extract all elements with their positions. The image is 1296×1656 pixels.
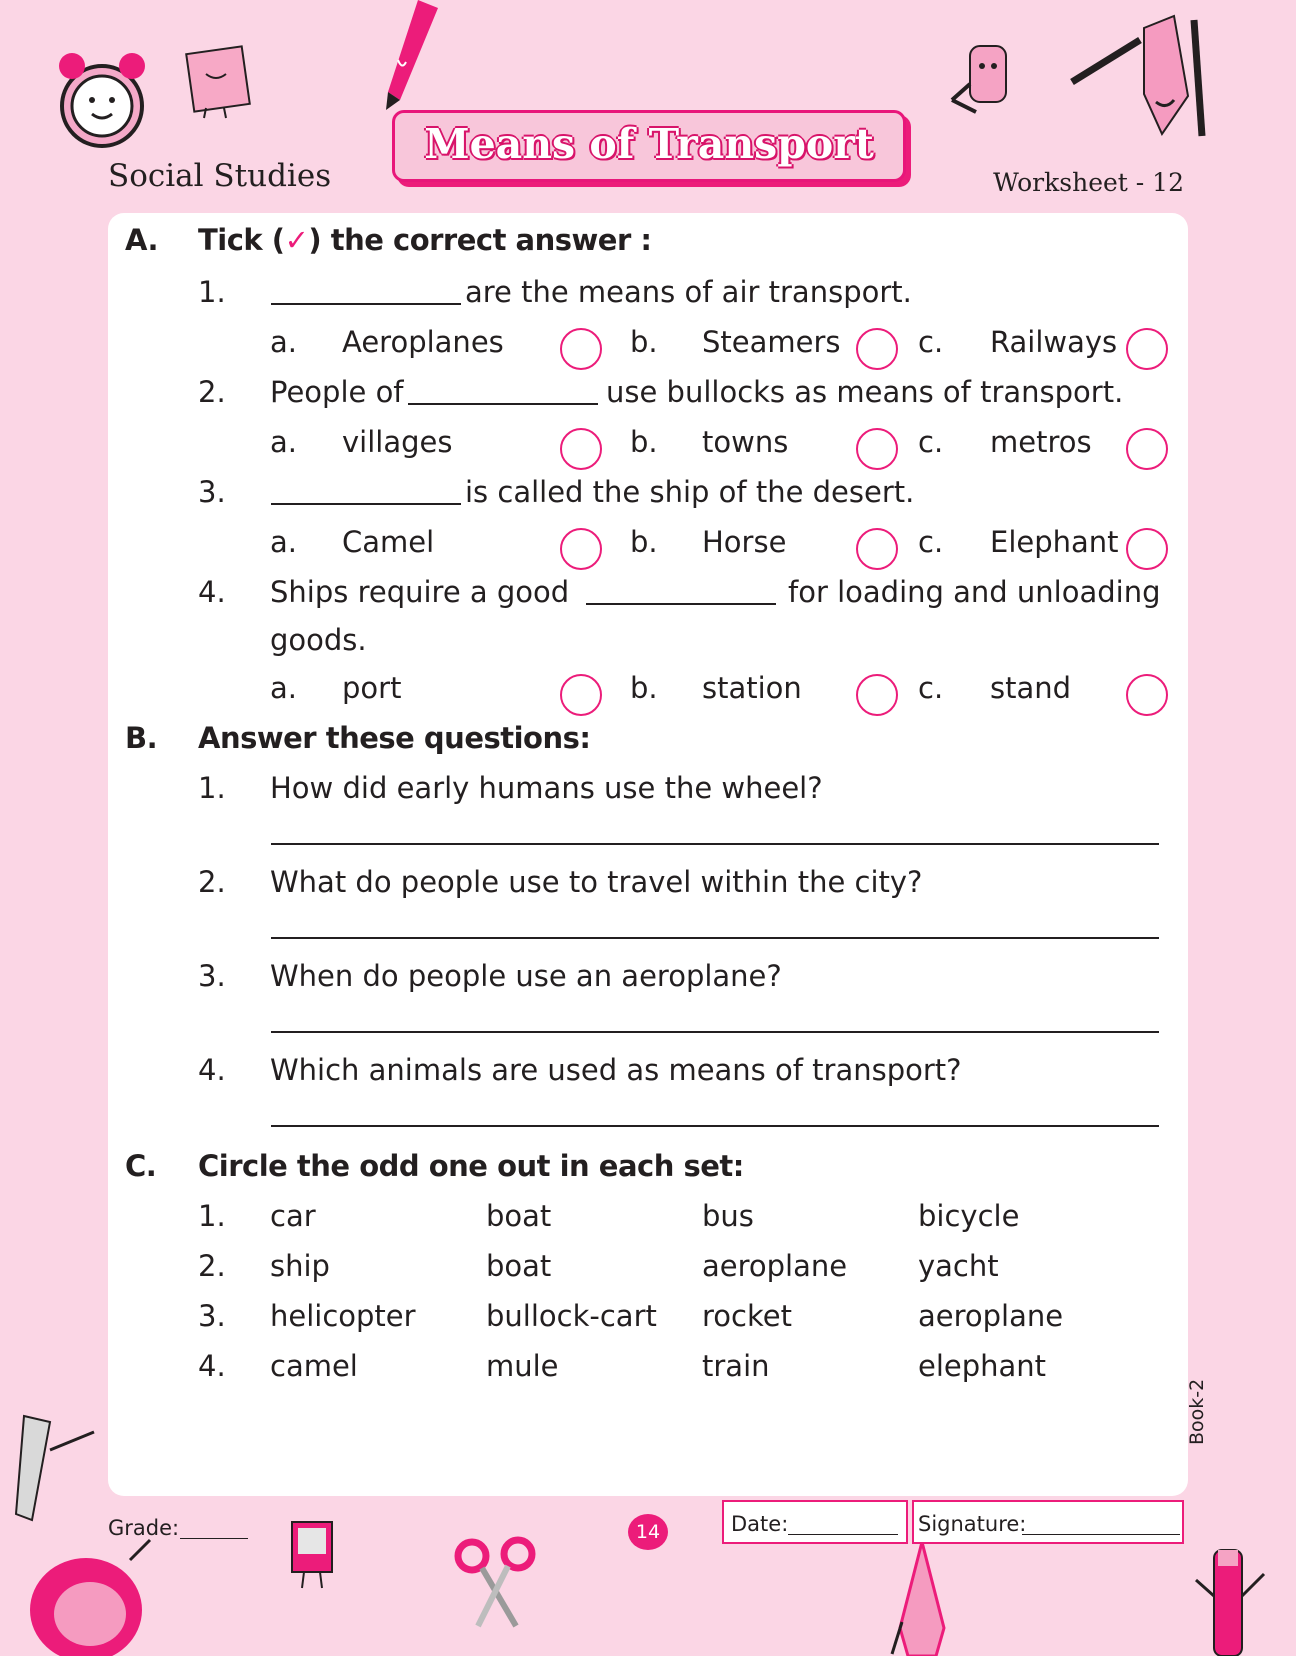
page-number: 14 (628, 1514, 668, 1550)
option-letter: a. (270, 671, 297, 705)
option-b-circle[interactable] (856, 674, 898, 716)
grade-field[interactable] (180, 1538, 248, 1539)
option-letter: a. (270, 525, 297, 559)
question-text: People of (270, 375, 404, 409)
option-a-circle[interactable] (560, 328, 602, 370)
answer-blank (586, 603, 776, 605)
question-text: How did early humans use the wheel? (270, 771, 823, 805)
odd-one-word[interactable]: bullock-cart (486, 1299, 657, 1333)
odd-one-word[interactable]: train (702, 1349, 770, 1383)
option-c-circle[interactable] (1126, 328, 1168, 370)
question-text: When do people use an aeroplane? (270, 959, 782, 993)
option-label: Railways (990, 325, 1118, 359)
odd-one-word[interactable]: ship (270, 1249, 330, 1283)
title-banner (392, 110, 906, 182)
option-label: villages (342, 425, 453, 459)
page-title: Means of Transport (424, 120, 874, 168)
question-number: 1. (198, 275, 226, 309)
option-label: Aeroplanes (342, 325, 504, 359)
answer-blank (271, 503, 461, 505)
option-letter: b. (630, 425, 658, 459)
question-number: 3. (198, 959, 226, 993)
answer-line[interactable] (271, 1125, 1159, 1127)
section-a-letter: A. (125, 223, 158, 257)
grade-label: Grade: (108, 1516, 180, 1540)
sharpener-icon (282, 1516, 342, 1590)
option-a-circle[interactable] (560, 528, 602, 570)
answer-line[interactable] (271, 937, 1159, 939)
odd-one-word[interactable]: helicopter (270, 1299, 416, 1333)
option-letter: a. (270, 425, 297, 459)
section-c-letter: C. (125, 1149, 157, 1183)
question-number: 2. (198, 375, 226, 409)
row-number: 3. (198, 1299, 226, 1333)
odd-one-word[interactable]: bus (702, 1199, 754, 1233)
option-label: port (342, 671, 402, 705)
option-label: Camel (342, 525, 435, 559)
tick-icon: ✓ (284, 223, 309, 257)
section-b-heading: Answer these questions: (198, 721, 591, 755)
question-number: 3. (198, 475, 226, 509)
answer-line[interactable] (271, 1031, 1159, 1033)
subject-label: Social Studies (108, 158, 332, 194)
odd-one-word[interactable]: car (270, 1199, 316, 1233)
section-b-letter: B. (125, 721, 158, 755)
option-label: towns (702, 425, 789, 459)
section-c-heading: Circle the odd one out in each set: (198, 1149, 744, 1183)
option-letter: a. (270, 325, 297, 359)
option-c-circle[interactable] (1126, 674, 1168, 716)
odd-one-word[interactable]: camel (270, 1349, 358, 1383)
question-text: for loading and unloading (788, 575, 1161, 609)
scissors-icon (454, 1536, 538, 1632)
signature-field[interactable] (1022, 1534, 1180, 1535)
option-c-circle[interactable] (1126, 528, 1168, 570)
notepad-icon (176, 44, 258, 120)
question-text: are the means of air transport. (465, 275, 912, 309)
answer-line[interactable] (271, 843, 1159, 845)
option-label: stand (990, 671, 1072, 705)
odd-one-word[interactable]: boat (486, 1199, 552, 1233)
eraser-icon (946, 40, 1022, 120)
option-letter: c. (918, 525, 944, 559)
option-b-circle[interactable] (856, 528, 898, 570)
row-number: 1. (198, 1199, 226, 1233)
question-number: 1. (198, 771, 226, 805)
date-label: Date: (731, 1512, 789, 1536)
ruler-character-icon (10, 1410, 100, 1530)
option-letter: b. (630, 671, 658, 705)
answer-blank (408, 403, 598, 405)
answer-blank (271, 303, 461, 305)
option-letter: c. (918, 325, 944, 359)
odd-one-word[interactable]: aeroplane (702, 1249, 848, 1283)
odd-one-word[interactable]: mule (486, 1349, 559, 1383)
book-label: Book-2 (1186, 1378, 1208, 1445)
option-letter: b. (630, 325, 658, 359)
odd-one-word[interactable]: boat (486, 1249, 552, 1283)
option-label: Elephant (990, 525, 1119, 559)
option-label: metros (990, 425, 1092, 459)
question-text: Ships require a good (270, 575, 570, 609)
question-text: use bullocks as means of transport. (606, 375, 1124, 409)
option-a-circle[interactable] (560, 428, 602, 470)
option-label: station (702, 671, 802, 705)
signature-label: Signature: (918, 1512, 1027, 1536)
question-text: What do people use to travel within the city? (270, 865, 923, 899)
question-text: is called the ship of the desert. (465, 475, 915, 509)
worksheet-number: Worksheet - 12 (993, 168, 1184, 197)
option-a-circle[interactable] (560, 674, 602, 716)
pencil-icon (376, 0, 446, 110)
crayon-icon (882, 1538, 962, 1656)
pencil-character-icon (1070, 10, 1210, 140)
option-b-circle[interactable] (856, 428, 898, 470)
row-number: 4. (198, 1349, 226, 1383)
odd-one-word[interactable]: yacht (918, 1249, 999, 1283)
section-a-heading: Tick (✓) the correct answer : (198, 223, 652, 257)
option-letter: c. (918, 671, 944, 705)
option-b-circle[interactable] (856, 328, 898, 370)
question-number: 2. (198, 865, 226, 899)
option-letter: b. (630, 525, 658, 559)
question-text: Which animals are used as means of transport? (270, 1053, 962, 1087)
odd-one-word[interactable]: elephant (918, 1349, 1047, 1383)
signature-box[interactable] (912, 1500, 1184, 1544)
date-box[interactable] (722, 1500, 908, 1544)
odd-one-word[interactable]: bicycle (918, 1199, 1020, 1233)
option-letter: c. (918, 425, 944, 459)
odd-one-word[interactable]: rocket (702, 1299, 792, 1333)
pen-character-icon (1190, 1540, 1270, 1656)
date-field[interactable] (788, 1534, 898, 1535)
question-text-continued: goods. (270, 623, 367, 657)
option-label: Horse (702, 525, 787, 559)
odd-one-word[interactable]: aeroplane (918, 1299, 1064, 1333)
question-number: 4. (198, 1053, 226, 1087)
option-c-circle[interactable] (1126, 428, 1168, 470)
question-number: 4. (198, 575, 226, 609)
alarm-clock-icon (52, 44, 152, 162)
row-number: 2. (198, 1249, 226, 1283)
option-label: Steamers (702, 325, 841, 359)
backpack-icon (20, 1520, 152, 1656)
worksheet-card (108, 213, 1188, 1496)
